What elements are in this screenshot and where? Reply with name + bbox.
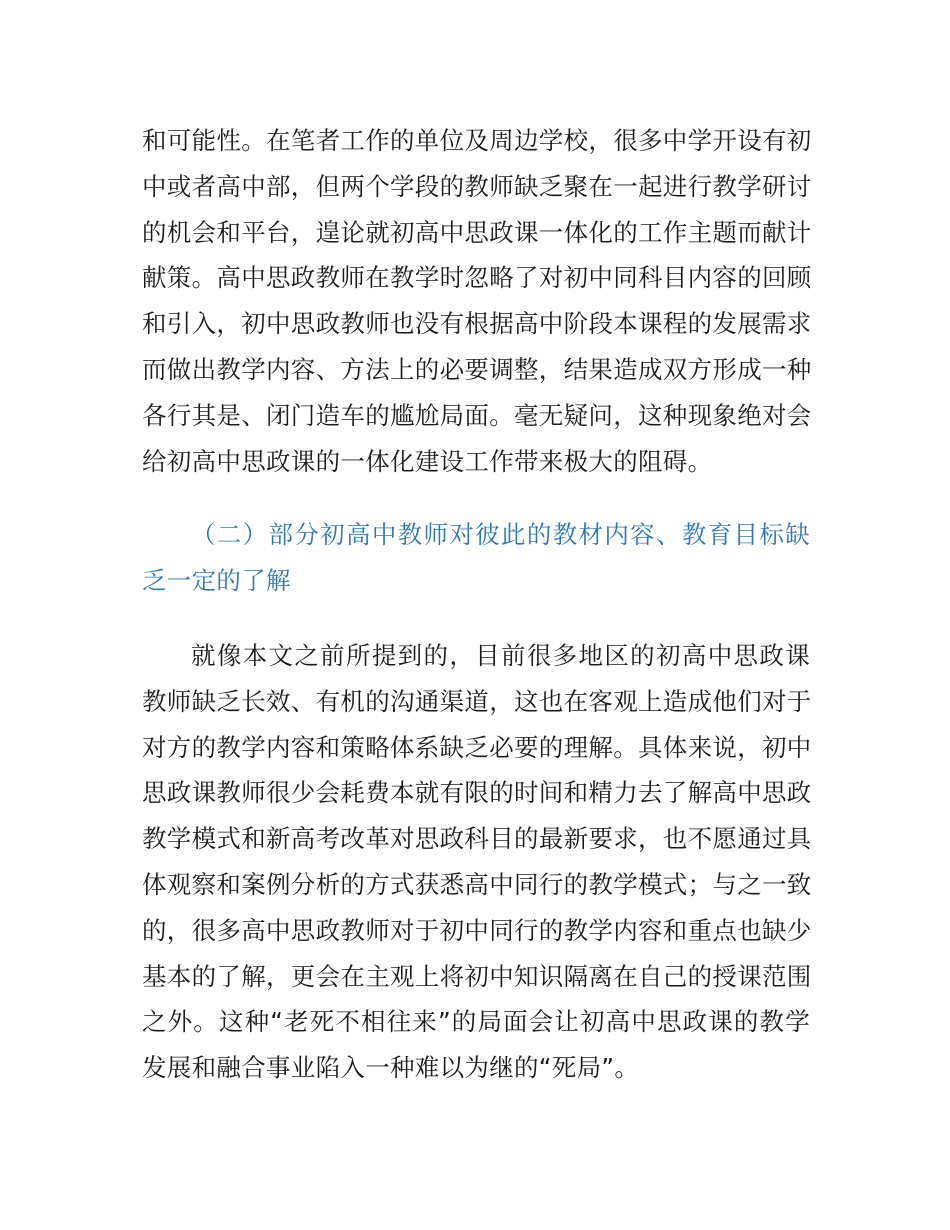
text-line: 给初高中思政课的一体化建设工作带来极大的阻碍。 [142, 446, 713, 476]
text-line: 而做出教学内容、方法上的必要调整，结果造成双方形成一种 [142, 354, 812, 384]
text-line: 就像本文之前所提到的，目前很多地区的初高中思政课 [191, 640, 810, 670]
text-line: 基本的了解，更会在主观上将初中知识隔离在自己的授课范围 [142, 961, 812, 991]
heading-line: （二）部分初高中教师对彼此的教材内容、教育目标缺 [191, 520, 810, 550]
text-line: 献策。高中思政教师在教学时忽略了对初中同科目内容的回顾 [142, 263, 812, 293]
paragraph-body [142, 633, 810, 1091]
text-line: 发展和融合事业陷入一种难以为继的“死局”。 [142, 1053, 640, 1083]
document-page [142, 118, 810, 1091]
text-line: 的机会和平台，遑论就初高中思政课一体化的工作主题而献计 [142, 217, 812, 247]
text-line: 各行其是、闭门造车的尴尬局面。毫无疑问，这种现象绝对会 [142, 400, 812, 430]
text-line: 教学模式和新高考改革对思政科目的最新要求，也不愿通过具 [142, 824, 812, 854]
text-line: 思政课教师很少会耗费本就有限的时间和精力去了解高中思政 [142, 778, 812, 808]
paragraph-continuation [142, 118, 810, 484]
text-line: 的，很多高中思政教师对于初中同行的教学内容和重点也缺少 [142, 915, 812, 945]
heading-line: 乏一定的了解 [142, 566, 291, 596]
text-line: 和引入，初中思政教师也没有根据高中阶段本课程的发展需求 [142, 309, 812, 339]
text-line: 对方的教学内容和策略体系缺乏必要的理解。具体来说，初中 [142, 732, 812, 762]
text-line: 之外。这种“老死不相往来”的局面会让初高中思政课的教学 [142, 1007, 810, 1037]
text-line: 中或者高中部，但两个学段的教师缺乏聚在一起进行教学研讨 [142, 171, 812, 201]
text-line: 和可能性。在笔者工作的单位及周边学校，很多中学开设有初 [142, 126, 812, 155]
text-line: 教师缺乏长效、有机的沟通渠道，这也在客观上造成他们对于 [142, 686, 812, 716]
text-line: 体观察和案例分析的方式获悉高中同行的教学模式；与之一致 [142, 869, 812, 899]
section-heading [142, 512, 810, 604]
